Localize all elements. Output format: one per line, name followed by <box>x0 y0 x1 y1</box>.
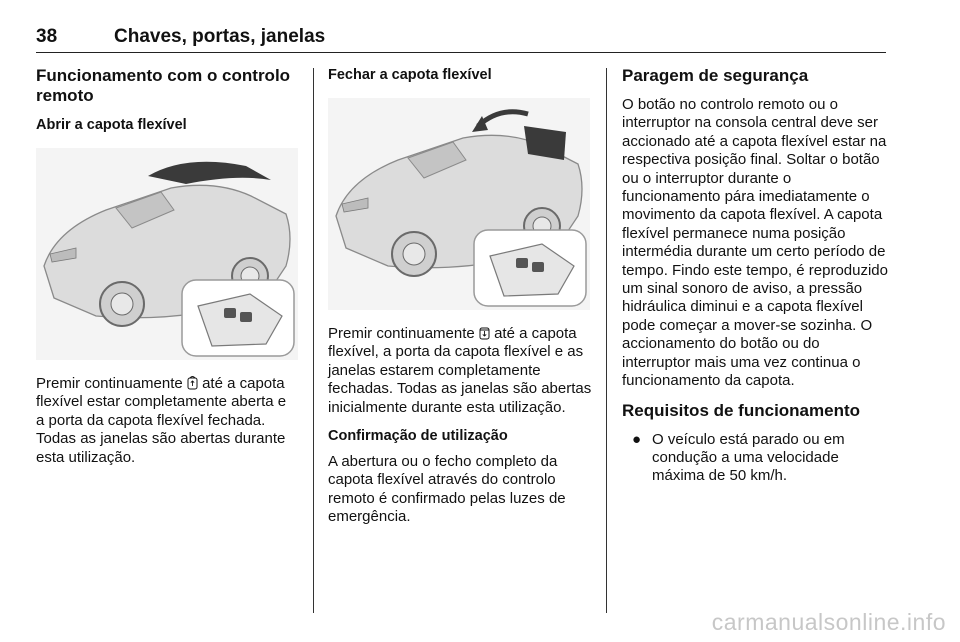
column-3 <box>622 66 888 486</box>
requirements-list <box>622 431 888 486</box>
paragraph-safety-stop: O botão no controlo remoto ou o interruptor na consola central deve ser accionado até a capota flexível estar na respectiva posição final. Soltar o botão ou o interruptor durante o funcionamento pára imediatamente o movimento da capota flexível. A capota flexível permanece numa posição intermédia durante um certo período de tempo. Findo este tempo, é reproduzido um sinal sonoro de aviso, a pressão hidráulica diminui e a capota flexível pode começar a mover-se sozinha. O accionamento do botão ou do interruptor mais uma vez continua o funcionamento da capota. <box>622 96 888 390</box>
subheading-confirmation: Confirmação de utilização <box>328 428 508 445</box>
close-roof-text-b: até a capota flexível, a porta da capota flexível e as janelas estarem completamente fechadas. Todas as janelas são abertas inicialmente durante esta utilização. <box>328 325 592 416</box>
bullet-mark: ● <box>632 430 642 448</box>
open-roof-text-b: até a capota flexível estar completamente aberta e a porta da capota flexível fechada. Todas as janelas são abertas durante esta utilização. <box>36 375 287 466</box>
subheading-open-roof: Abrir a capota flexível <box>36 117 187 133</box>
subheading-close-roof: Fechar a capota flexível <box>328 67 492 83</box>
watermark: carmanualsonline.info <box>711 609 946 635</box>
car-open-roof-illustration <box>36 148 298 360</box>
section-heading-requirements: Requisitos de funcionamento <box>622 400 861 420</box>
section-heading-safety-stop: Paragem de segurança <box>622 66 809 85</box>
list-item <box>622 431 888 486</box>
column-divider <box>313 68 314 613</box>
close-roof-text-a: Premir continuamente <box>328 325 479 342</box>
paragraph-confirmation: A abertura ou o fecho completo da capota flexível através do controlo remoto é confirmado pelas luzes de emergência. <box>328 453 566 526</box>
roof-open-key-icon <box>187 375 198 390</box>
column-1 <box>36 66 298 477</box>
paragraph-close-roof <box>328 325 592 417</box>
requirement-text: O veículo está parado ou em condução a uma velocidade máxima de 50 km/h. <box>652 430 845 485</box>
paragraph-open-roof <box>36 375 298 467</box>
roof-close-key-icon <box>479 325 490 340</box>
section-heading-remote: Funcionamento com o controlo remoto <box>36 66 291 105</box>
car-close-roof-illustration <box>328 98 590 310</box>
open-roof-text-a: Premir continuamente <box>36 375 187 392</box>
column-divider <box>606 68 607 613</box>
chapter-title: Chaves, portas, janelas <box>114 26 326 47</box>
column-2 <box>328 66 592 537</box>
page-header <box>36 26 886 53</box>
page-number: 38 <box>36 26 58 47</box>
